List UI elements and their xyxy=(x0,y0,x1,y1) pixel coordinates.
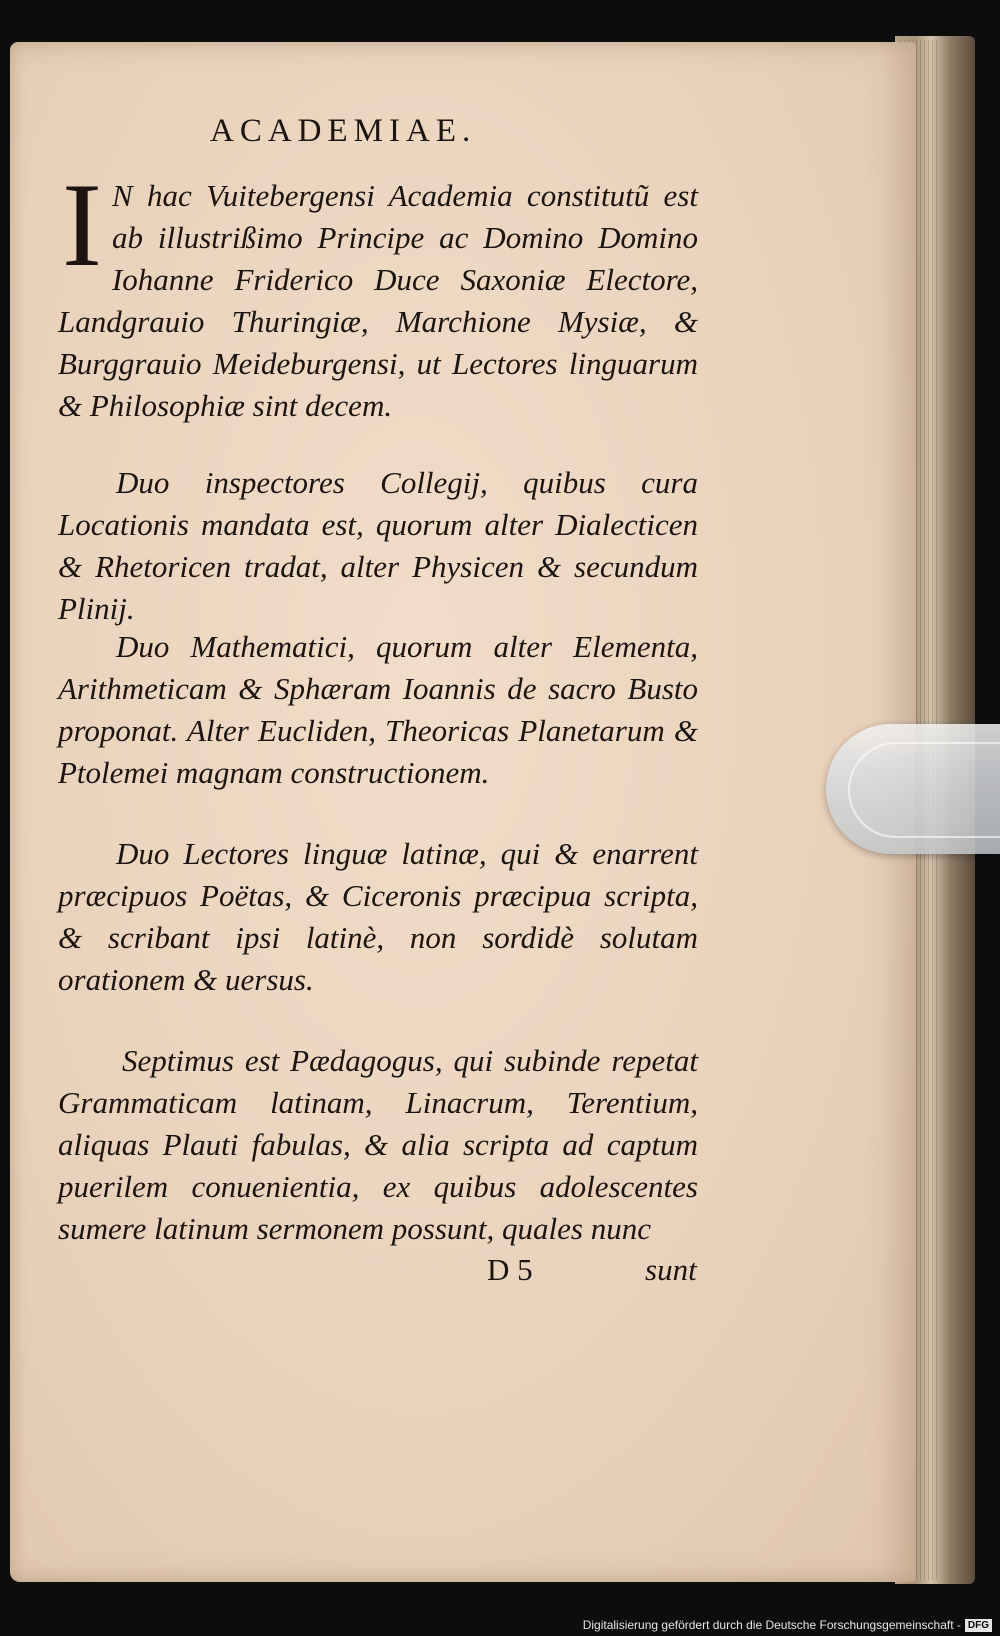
paragraph-1 xyxy=(58,158,698,427)
credit-text: Digitalisierung gefördert durch die Deutsche Forschungsgemeinschaft - xyxy=(582,1618,961,1632)
paragraph-1-text: N hac Vuitebergensi Academia constitutũ est ab illustrißimo Principe ac Domino Domino Iohanne Friderico Duce Saxoniæ Electore, Landgrauio Thuringiæ, Marchione Mysiæ, & Burggrauio Meideburgensi, ut Lectores linguarum & Philosophiæ sint decem. xyxy=(58,178,698,423)
paragraph-3: Duo Mathematici, quorum alter Elementa, Arithmeticam & Sphæram Ioannis de sacro Busto proponat. Alter Eucliden, Theoricas Planetarum & Ptolemei magnam constructionem. xyxy=(58,629,698,790)
paragraph-5: Septimus est Pædagogus, qui subinde repetat Grammaticam latinam, Linacrum, Terentium, aliquas Plauti fabulas, & alia scripta ad captum puerilem conuenientia, ex quibus adolescentes sumere latinum sermonem possunt, quales nunc xyxy=(58,1043,698,1246)
paragraph-2: Duo inspectores Collegij, quibus cura Locationis mandata est, quorum alter Dialecticen & Rhetoricen tradat, alter Physicen & secundum Plinij. xyxy=(58,465,698,626)
signature-mark: D 5 xyxy=(487,1252,533,1287)
drop-cap: I xyxy=(62,158,102,291)
running-head: ACADEMIAE. xyxy=(210,113,477,149)
page-clip-highlight xyxy=(848,742,1000,838)
digitization-credit xyxy=(583,1618,992,1632)
paragraph-4: Duo Lectores linguæ latinæ, qui & enarrent præcipuos Poëtas, & Ciceronis præcipua scripta, & scribant ipsi latinè, non sordidè solutam orationem & uersus. xyxy=(58,836,698,997)
catchword: sunt xyxy=(645,1252,697,1287)
dfg-logo: DFG xyxy=(965,1619,992,1632)
